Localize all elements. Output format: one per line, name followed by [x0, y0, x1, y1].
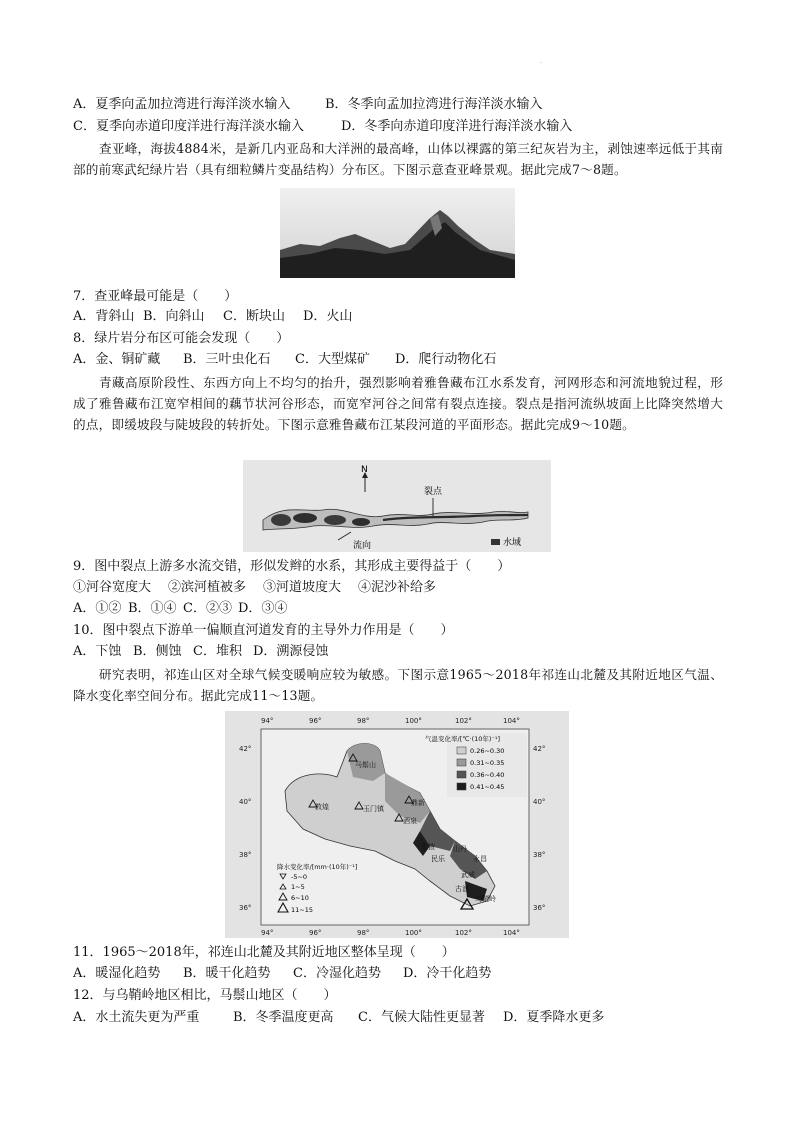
lat-label: 40°: [533, 798, 546, 806]
intro-7-8: 查亚峰，海拔4884米，是新几内亚岛和大洋洲的最高峰，山体以裸露的第三纪灰岩为主，剥蚀速率远低于其南部的前寒武纪绿片岩（具有细粒鳞片变晶结构）分布区。下图示意查亚峰景观。据此完成7～8题。: [73, 141, 723, 177]
place-label: 张掖: [421, 843, 435, 851]
q7-option-d[interactable]: D．火山: [303, 309, 353, 324]
q11-option-a[interactable]: A．暖湿化趋势: [73, 966, 161, 981]
temp-legend-title: 气温变化率/[℃·(10年)⁻¹]: [425, 735, 501, 743]
lon-label: 98°: [357, 929, 370, 937]
q9-stem: 9．图中裂点上游多水流交错，形似发辫的水系，其形成主要得益于（ ）: [73, 559, 511, 574]
legend-water-label: 水域: [503, 538, 522, 548]
page-mark: ·: [540, 60, 542, 67]
q9-option-b[interactable]: B．①④: [128, 601, 177, 616]
q10-option-b[interactable]: B．侧蚀: [133, 644, 182, 659]
q8-option-a[interactable]: A．金、铜矿藏: [73, 352, 161, 367]
temp-legend-swatch: [457, 759, 466, 766]
water-body: [293, 513, 317, 523]
water-body: [352, 518, 370, 526]
q7-options: [73, 308, 352, 326]
lon-label: 104°: [503, 929, 520, 937]
place-label: 鼎新: [411, 799, 425, 807]
q6-option-b[interactable]: B．冬季向孟加拉湾进行海洋淡水输入: [325, 97, 543, 112]
q11-options: [73, 965, 491, 983]
q10-options: [73, 643, 328, 661]
temp-legend-swatch: [457, 771, 466, 778]
q9-item-4: ④泥沙补给多: [358, 580, 437, 595]
peak-photo: [280, 188, 515, 278]
q7-option-c[interactable]: C．断块山: [223, 309, 285, 324]
q8-option-b[interactable]: B．三叶虫化石: [183, 352, 271, 367]
q12-stem: 12．与乌鞘岭地区相比，马鬃山地区（ ）: [73, 988, 337, 1003]
temp-legend-label: 0.26~0.30: [470, 747, 505, 755]
precip-legend-label: 11~15: [291, 906, 313, 914]
lon-label: 98°: [357, 717, 370, 725]
lon-label: 102°: [455, 929, 472, 937]
q7-stem: 7．查亚峰最可能是（ ）: [73, 289, 238, 304]
precip-legend-label: 1~5: [291, 883, 305, 891]
q11-option-d[interactable]: D．冷干化趋势: [403, 966, 492, 981]
precip-legend-title: 降水变化率/[mm·(10年)⁻¹]: [277, 863, 358, 871]
q8-options: [73, 351, 496, 369]
q6-option-c[interactable]: C．夏季向赤道印度洋进行海洋淡水输入: [73, 119, 304, 134]
river-map: [243, 460, 551, 552]
legend-water-swatch: [491, 539, 500, 545]
q12-option-c[interactable]: C．气候大陆性更显著: [358, 1010, 485, 1025]
q9-item-3: ③河道坡度大: [263, 580, 342, 595]
lon-label: 100°: [405, 929, 422, 937]
q8-stem: 8．绿片岩分布区可能会发现（ ）: [73, 331, 290, 346]
lon-label: 102°: [455, 717, 472, 725]
lon-label: 94°: [261, 717, 274, 725]
temp-legend-swatch: [457, 783, 466, 790]
q12-options: [73, 1009, 604, 1027]
q11-option-c[interactable]: C．冷湿化趋势: [293, 966, 381, 981]
place-label: 马鬃山: [355, 761, 376, 769]
q9-option-d[interactable]: D．③④: [238, 601, 288, 616]
q8-option-d[interactable]: D．爬行动物化石: [395, 352, 497, 367]
lon-label: 104°: [503, 717, 520, 725]
place-label: 山丹: [453, 845, 467, 853]
lon-label: 96°: [309, 717, 322, 725]
q9-option-a[interactable]: A．①②: [73, 601, 122, 616]
knick-point-label: 裂点: [424, 487, 443, 497]
q6-option-a[interactable]: A．夏季向孟加拉湾进行海洋淡水输入: [73, 97, 291, 112]
q9-statements: [73, 579, 436, 597]
water-body: [271, 514, 291, 526]
q11-option-b[interactable]: B．暖干化趋势: [183, 966, 271, 981]
water-body: [324, 515, 346, 525]
river-map-svg: [243, 460, 551, 552]
climate-map: [225, 711, 569, 938]
temp-legend-label: 0.36~0.40: [470, 771, 505, 779]
peak-photo-svg: [280, 188, 515, 278]
intro-11-13: 研究表明，祁连山区对全球气候变暖响应较为敏感。下图示意1965～2018年祁连山北麓及其附近地区气温、降水变化率空间分布。据此完成11～13题。: [73, 667, 723, 703]
place-label: 玉门镇: [363, 805, 384, 813]
q10-option-a[interactable]: A．下蚀: [73, 644, 122, 659]
q10-option-d[interactable]: D．溯源侵蚀: [253, 644, 329, 659]
q6-row-2: [73, 118, 572, 136]
q9-options: [73, 600, 287, 618]
q6-option-d[interactable]: D．冬季向赤道印度洋进行海洋淡水输入: [341, 119, 573, 134]
climate-map-svg: [225, 711, 569, 938]
temp-legend-label: 0.41~0.45: [470, 783, 505, 791]
q9-item-1: ①河谷宽度大: [73, 580, 152, 595]
q10-stem: 10．图中裂点下游单一偏顺直河道发育的主导外力作用是（ ）: [73, 623, 454, 638]
lat-label: 38°: [239, 851, 252, 859]
place-label: 永昌: [473, 855, 487, 863]
lon-label: 94°: [261, 929, 274, 937]
lon-label: 100°: [405, 717, 422, 725]
q7-option-b[interactable]: B．向斜山: [143, 309, 205, 324]
temp-legend-label: 0.31~0.35: [470, 759, 505, 767]
q10-option-c[interactable]: C．堆积: [193, 644, 242, 659]
place-label: 酒泉: [403, 817, 417, 825]
lon-label: 96°: [309, 929, 322, 937]
q8-option-c[interactable]: C．大型煤矿: [295, 352, 370, 367]
lat-label: 42°: [239, 745, 252, 753]
q12-option-b[interactable]: B．冬季温度更高: [233, 1010, 334, 1025]
place-label: 武威: [461, 871, 475, 879]
place-label: 乌鞘岭: [475, 895, 496, 903]
q12-option-d[interactable]: D．夏季降水更多: [503, 1010, 605, 1025]
lat-label: 36°: [533, 904, 546, 912]
q12-option-a[interactable]: A．水土流失更为严重: [73, 1010, 200, 1025]
lat-label: 42°: [533, 745, 546, 753]
north-label: N: [361, 465, 368, 475]
place-label: 古浪: [455, 885, 469, 893]
precip-legend-label: 6~10: [291, 894, 309, 902]
q9-item-2: ②滨河植被多: [168, 580, 247, 595]
place-label: 敦煌: [315, 803, 329, 811]
precip-legend-label: -5~0: [291, 873, 308, 881]
q6-row-1: [73, 96, 543, 114]
flow-label: 流向: [353, 541, 372, 551]
temp-legend-swatch: [457, 747, 466, 754]
lat-label: 40°: [239, 798, 252, 806]
lat-label: 36°: [239, 904, 252, 912]
q7-option-a[interactable]: A．背斜山: [73, 309, 135, 324]
lat-label: 38°: [533, 851, 546, 859]
place-label: 民乐: [431, 855, 445, 863]
q9-option-c[interactable]: C．②③: [183, 601, 232, 616]
intro-9-10: 青藏高原阶段性、东西方向上不均匀的抬升，强烈影响着雅鲁藏布江水系发育，河网形态和河流地貌过程，形成了雅鲁藏布江宽窄相间的藕节状河谷形态，而宽窄河谷之间常有裂点连接。裂点是指河流纵坡面上比降突然增大的点，即缓坡段与陡坡段的转折处。下图示意雅鲁藏布江某段河道的平面形态。据此完成9～10题。: [73, 375, 723, 432]
q11-stem: 11．1965～2018年，祁连山北麓及其附近地区整体呈现（ ）: [73, 945, 455, 960]
